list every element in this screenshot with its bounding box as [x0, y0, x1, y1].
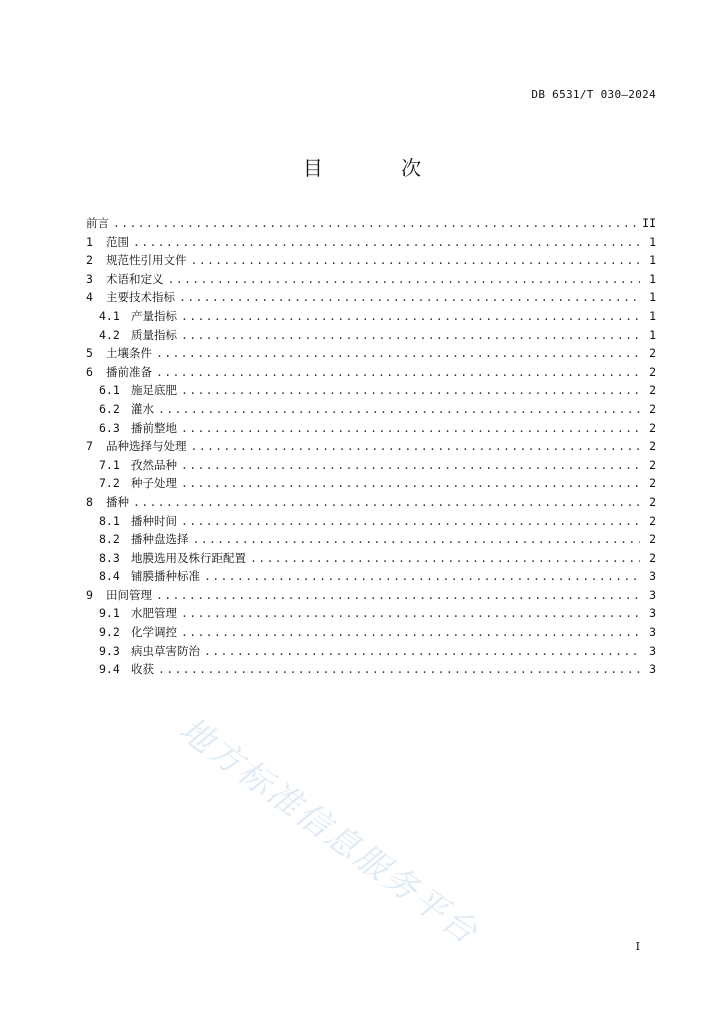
toc-dot-leader	[204, 567, 640, 586]
toc-entry-page: 2	[649, 383, 656, 398]
toc-entry-label: 播前准备	[106, 364, 152, 379]
toc-entry-label: 水肥管理	[131, 606, 177, 621]
toc-entry-number: 6.2	[99, 401, 120, 416]
toc-entry-page: 1	[649, 290, 656, 305]
toc-entry-number: 8.4	[99, 569, 120, 584]
toc-entry-page: 2	[649, 550, 656, 565]
toc-entry-number: 9.4	[99, 662, 120, 677]
toc-entry-label: 土壤条件	[106, 346, 152, 361]
toc-dot-leader	[181, 419, 640, 438]
toc-entry-page: 2	[649, 513, 656, 528]
toc-entry-label: 化学调控	[131, 625, 177, 640]
toc-entry[interactable]	[86, 344, 656, 363]
toc-entry[interactable]	[86, 586, 656, 605]
toc-entry-page: 3	[649, 643, 656, 658]
toc-entry[interactable]	[86, 512, 656, 531]
toc-entry-number: 6	[86, 364, 93, 379]
toc-entry-label: 播前整地	[131, 420, 177, 435]
toc-entry-page: 2	[649, 401, 656, 416]
toc-entry[interactable]	[86, 307, 656, 326]
toc-entry[interactable]	[86, 419, 656, 438]
toc-entry-page: 1	[649, 271, 656, 286]
toc-entry-label: 病虫草害防治	[131, 643, 200, 658]
toc-entry-page: 2	[649, 476, 656, 491]
toc-entry[interactable]	[86, 642, 656, 661]
toc-entry-number: 8.3	[99, 550, 120, 565]
toc-dot-leader	[193, 530, 641, 549]
toc-entry-page: 1	[649, 327, 656, 342]
toc-entry-label: 术语和定义	[106, 271, 164, 286]
toc-entry-number: 6.1	[99, 383, 120, 398]
toc-entry[interactable]	[86, 233, 656, 252]
toc-entry-label: 地膜选用及株行距配置	[131, 550, 246, 565]
page-title: 目 次	[302, 156, 458, 180]
toc-entry-label: 铺膜播种标准	[131, 569, 200, 584]
toc-entry-label: 质量指标	[131, 327, 177, 342]
toc-entry-page: 3	[649, 662, 656, 677]
toc-dot-leader	[158, 660, 640, 679]
toc-entry-number: 6.3	[99, 420, 120, 435]
toc-entry-number: 9.3	[99, 643, 120, 658]
toc-entry-label: 孜然品种	[131, 457, 177, 472]
table-of-contents	[86, 214, 656, 679]
toc-entry-number: 7.2	[99, 476, 120, 491]
toc-dot-leader	[181, 604, 640, 623]
toc-dot-leader	[133, 233, 640, 252]
toc-entry-number: 8.1	[99, 513, 120, 528]
toc-entry-label: 播种时间	[131, 513, 177, 528]
toc-dot-leader	[181, 512, 640, 531]
toc-entry[interactable]	[86, 251, 656, 270]
toc-entry-number: 2	[86, 253, 93, 268]
toc-entry-page: 3	[649, 625, 656, 640]
toc-dot-leader	[113, 214, 638, 233]
toc-dot-leader	[168, 270, 641, 289]
toc-dot-leader	[181, 326, 640, 345]
toc-entry[interactable]	[86, 530, 656, 549]
toc-entry-label: 播种	[106, 494, 129, 509]
toc-entry-page: 2	[649, 457, 656, 472]
page-number: I	[635, 940, 640, 953]
toc-entry-number: 9.2	[99, 625, 120, 640]
toc-entry-page: 1	[649, 308, 656, 323]
toc-entry[interactable]	[86, 493, 656, 512]
toc-entry-number: 8.2	[99, 532, 120, 547]
toc-dot-leader	[181, 623, 640, 642]
toc-dot-leader	[179, 288, 640, 307]
toc-entry[interactable]	[86, 456, 656, 475]
toc-entry-page: II	[642, 216, 656, 230]
toc-dot-leader	[181, 456, 640, 475]
toc-dot-leader	[133, 493, 640, 512]
toc-entry[interactable]	[86, 363, 656, 382]
toc-entry-number: 4	[86, 290, 93, 305]
toc-entry-number: 8	[86, 494, 93, 509]
toc-dot-leader	[156, 586, 640, 605]
toc-entry-number: 4.1	[99, 308, 120, 323]
toc-entry[interactable]	[86, 474, 656, 493]
toc-entry-label: 品种选择与处理	[106, 439, 187, 454]
standard-code: DB 6531/T 030—2024	[531, 88, 656, 101]
toc-dot-leader	[181, 474, 640, 493]
toc-entry[interactable]	[86, 437, 656, 456]
toc-dot-leader	[181, 381, 640, 400]
toc-entry-label: 规范性引用文件	[106, 253, 187, 268]
toc-entry-page: 3	[649, 569, 656, 584]
toc-entry-label: 灌水	[131, 401, 154, 416]
watermark: 地方标准信息服务平台	[172, 709, 487, 953]
toc-entry-number: 3	[86, 271, 93, 286]
toc-entry[interactable]	[86, 549, 656, 568]
toc-entry-label: 前言	[86, 216, 109, 230]
toc-entry-number: 9	[86, 587, 93, 602]
toc-entry-page: 2	[649, 364, 656, 379]
toc-entry-page: 2	[649, 346, 656, 361]
toc-dot-leader	[204, 642, 640, 661]
toc-entry-label: 施足底肥	[131, 383, 177, 398]
toc-entry-number: 5	[86, 346, 93, 361]
toc-entry-label: 范围	[106, 234, 129, 249]
toc-entry-label: 产量指标	[131, 308, 177, 323]
toc-entry[interactable]	[86, 567, 656, 586]
toc-entry-page: 3	[649, 606, 656, 621]
toc-entry[interactable]	[86, 604, 656, 623]
toc-dot-leader	[156, 344, 640, 363]
toc-entry-page: 2	[649, 439, 656, 454]
toc-entry[interactable]	[86, 660, 656, 679]
toc-entry-number: 1	[86, 234, 93, 249]
toc-dot-leader	[191, 437, 641, 456]
toc-entry-label: 田间管理	[106, 587, 152, 602]
toc-entry-number: 7	[86, 439, 93, 454]
toc-entry[interactable]	[86, 214, 656, 233]
toc-entry-page: 2	[649, 420, 656, 435]
toc-dot-leader	[191, 251, 641, 270]
toc-entry-page: 3	[649, 587, 656, 602]
toc-entry-page: 1	[649, 253, 656, 268]
toc-dot-leader	[250, 549, 640, 568]
toc-dot-leader	[158, 400, 640, 419]
toc-entry-page: 2	[649, 494, 656, 509]
toc-dot-leader	[181, 307, 640, 326]
toc-entry[interactable]	[86, 400, 656, 419]
toc-entry-label: 收获	[131, 662, 154, 677]
toc-entry[interactable]	[86, 623, 656, 642]
toc-entry-label: 种子处理	[131, 476, 177, 491]
toc-dot-leader	[156, 363, 640, 382]
toc-entry[interactable]	[86, 326, 656, 345]
toc-entry[interactable]	[86, 288, 656, 307]
toc-entry[interactable]	[86, 270, 656, 289]
toc-entry-label: 播种盘选择	[131, 532, 189, 547]
toc-entry[interactable]	[86, 381, 656, 400]
toc-entry-page: 1	[649, 234, 656, 249]
toc-entry-page: 2	[649, 532, 656, 547]
toc-entry-number: 4.2	[99, 327, 120, 342]
toc-entry-label: 主要技术指标	[106, 290, 175, 305]
toc-entry-number: 9.1	[99, 606, 120, 621]
toc-entry-number: 7.1	[99, 457, 120, 472]
